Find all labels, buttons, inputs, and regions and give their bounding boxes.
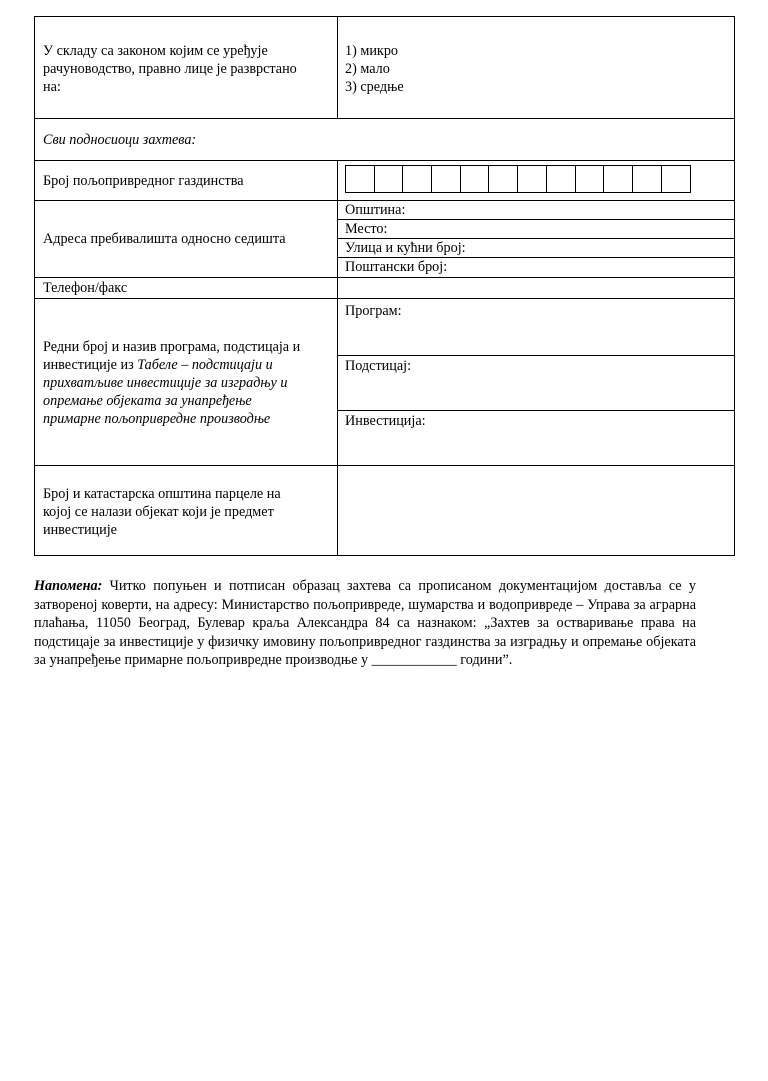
classification-option-medium: 3) средње [345,79,404,95]
submission-note [34,577,696,670]
row-divider [34,277,735,278]
farm-number-digit-box[interactable] [403,166,432,192]
street-number-field[interactable]: Улица и кућни број: [345,240,466,256]
program-label-line: прихватљиве инвестиције за изградњу и [43,375,288,391]
row-divider [34,160,735,161]
column-divider [337,16,338,118]
program-label-plain: инвестиције из [43,357,138,373]
address-label: Адреса пребивалишта односно седишта [43,231,286,247]
farm-number-digit-box[interactable] [461,166,490,192]
incentive-field[interactable]: Подстицај: [345,358,412,374]
row-divider [337,410,735,411]
parcel-label-line: инвестиције [43,522,117,538]
program-label-line: примарне пољопривредне производње [43,411,271,427]
postal-code-field[interactable]: Поштански број: [345,259,448,275]
farm-number-digit-box[interactable] [518,166,547,192]
farm-number-digit-box[interactable] [604,166,633,192]
farm-number-digit-box[interactable] [375,166,404,192]
parcel-label-line: којој се налази објекат који је предмет [43,504,274,520]
row-divider [34,118,735,119]
farm-number-digit-box[interactable] [547,166,576,192]
farm-number-digit-box[interactable] [576,166,605,192]
program-label-line: Редни број и назив програма, подстицаја и [43,339,301,355]
phone-fax-label: Телефон/факс [43,280,128,296]
parcel-label-line: Број и катастарска општина парцеле на [43,486,281,502]
farm-number-digit-box[interactable] [662,166,691,192]
classification-label-line: рачуноводство, правно лице је разврстано [43,61,297,77]
classification-label-line: У складу са законом којим се уређује [43,43,268,59]
note-title: Напомена: [34,578,103,594]
farm-number-digit-box[interactable] [346,166,375,192]
row-divider [337,219,735,220]
parcel-input-area[interactable] [338,466,734,555]
farm-number-digit-boxes[interactable] [345,165,691,193]
program-label-line: опремање објеката за унапређење [43,393,252,409]
program-label-line [43,356,273,374]
all-applicants-heading: Сви подносиоци захтева: [43,132,197,148]
classification-option-micro: 1) микро [345,43,399,59]
municipality-field[interactable]: Општина: [345,202,406,218]
farm-number-digit-box[interactable] [633,166,662,192]
program-label-italic: Табеле – подстицаји и [137,357,273,373]
place-field[interactable]: Место: [345,221,388,237]
farm-number-digit-box[interactable] [432,166,461,192]
program-field[interactable]: Програм: [345,303,402,319]
row-divider [337,355,735,356]
note-text: Читко попуњен и потписан образац захтева са прописаном документацијом доставља се у затвореној коверти, на адресу: Министарство пољопривреде, шумарства и водопривреде – Управа за аграрна плаћања, 11050 Београд, Булевар краља Александра 84 са назнаком: „Захтев за остваривање права на подстицаје за инвестиције у физичку имовину пољопривредног газдинства за изградњу и опремање објеката за унапређење примарне пољопривредне производње у ____________ години”. [34,578,696,668]
classification-label-line: на: [43,79,61,95]
investment-field[interactable]: Инвестиција: [345,413,426,429]
row-divider [34,298,735,299]
farm-number-label: Број пољопривредног газдинства [43,173,244,189]
classification-option-small: 2) мало [345,61,390,77]
farm-number-digit-box[interactable] [489,166,518,192]
